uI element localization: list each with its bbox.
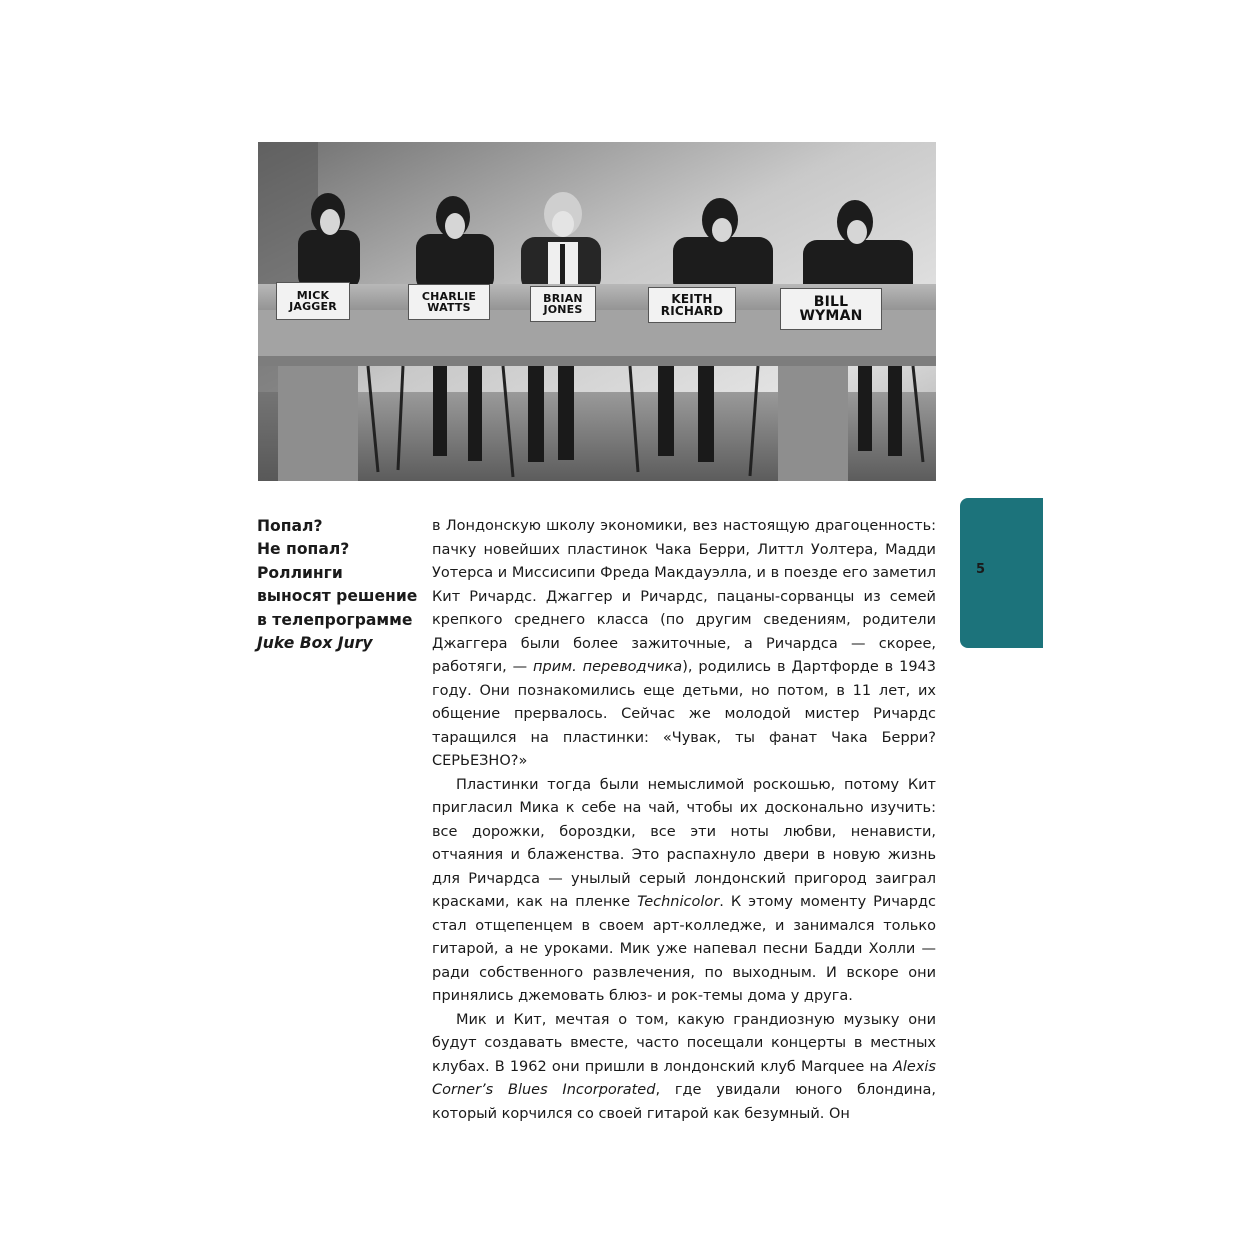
band-photo: [258, 142, 936, 481]
band-name: Alexis Corner’s Blues Incorporated: [432, 1058, 936, 1098]
page-number: 5: [976, 562, 986, 577]
paragraph-2-text-a: Пластинки тогда были немыслимой роскошью, потому Кит пригласил Мика к себе на чай, чтобы их досконально изучить: все дорожки, бороздки, все эти ноты любви, ненависти, отчаяния и блаженства. Это распахнуло двери в новую жизнь для Ричардса — унылый серый лондонский пригород заиграл красками, как на пленке: [432, 776, 936, 910]
photo-caption: [257, 515, 417, 655]
paragraph-3-text-a: Мик и Кит, мечтая о том, какую грандиозную музыку они будут создавать вместе, часто посещали концерты в местных клубах. В 1962 они пришли в лондонский клуб Marquee на: [432, 1011, 936, 1075]
caption-line: Не попал?: [257, 540, 350, 559]
paragraph-3-text-b: , где увидали юного блондина, который корчился со своей гитарой как безумный. Он: [432, 1082, 936, 1122]
page-tab: [960, 498, 1043, 648]
paragraph-1-text-b: ), родились в Дартфорде в 1943 году. Они познакомились еще детьми, но потом, в 11 лет, их общение прервалось. Сейчас же молодой мистер Ричардс таращился на пластинки: «Чувак, ты фанат Чака Берри? СЕРЬЕЗНО?»: [432, 659, 936, 769]
caption-show-title: Juke Box Jury: [257, 634, 373, 653]
caption-line: выносят решение: [257, 587, 418, 606]
paragraph-2: [432, 774, 936, 1009]
nameplate-charlie-watts: CHARLIE WATTS: [408, 284, 490, 320]
translator-note: прим. переводчика: [533, 659, 683, 675]
paragraph-3: [432, 1009, 936, 1127]
nameplate-brian-jones: BRIAN JONES: [530, 286, 596, 322]
nameplate-mick-jagger: MICK JAGGER: [276, 282, 350, 320]
caption-line: в телепрограмме: [257, 610, 413, 629]
paragraph-1-text-a: в Лондонскую школу экономики, вез настоящую драгоценность: пачку новейших пластинок Чака Берри, Литтл Уолтера, Мадди Уотерса и Миссисипи Фреда Макдауэлла, и в поезде его заметил Кит Ричардс. Джаггер и Ричардс, пацаны-сорванцы из семей крепкого среднего класса (по другим сведениям, родители Джаггера были более зажиточные, а Ричардса — скорее, работяги, —: [432, 518, 936, 675]
paragraph-2-text-b: . К этому моменту Ричардс стал отщепенцем в своем арт-колледже, и занимался только гитарой, а не уроками. Мик уже напевал песни Бадди Холли — ради собственного развлечения, по выходным. И вскоре они принялись джемовать блюз- и рок-темы дома у друга.: [432, 894, 936, 1004]
technicolor-term: Technicolor: [637, 894, 720, 910]
nameplate-keith-richard: KEITH RICHARD: [648, 287, 736, 323]
caption-line: Попал?: [257, 517, 323, 535]
paragraph-1: [432, 515, 936, 774]
nameplate-bill-wyman: BILL WYMAN: [780, 288, 882, 330]
body-text: [432, 515, 936, 1126]
caption-line: Роллинги: [257, 563, 343, 582]
